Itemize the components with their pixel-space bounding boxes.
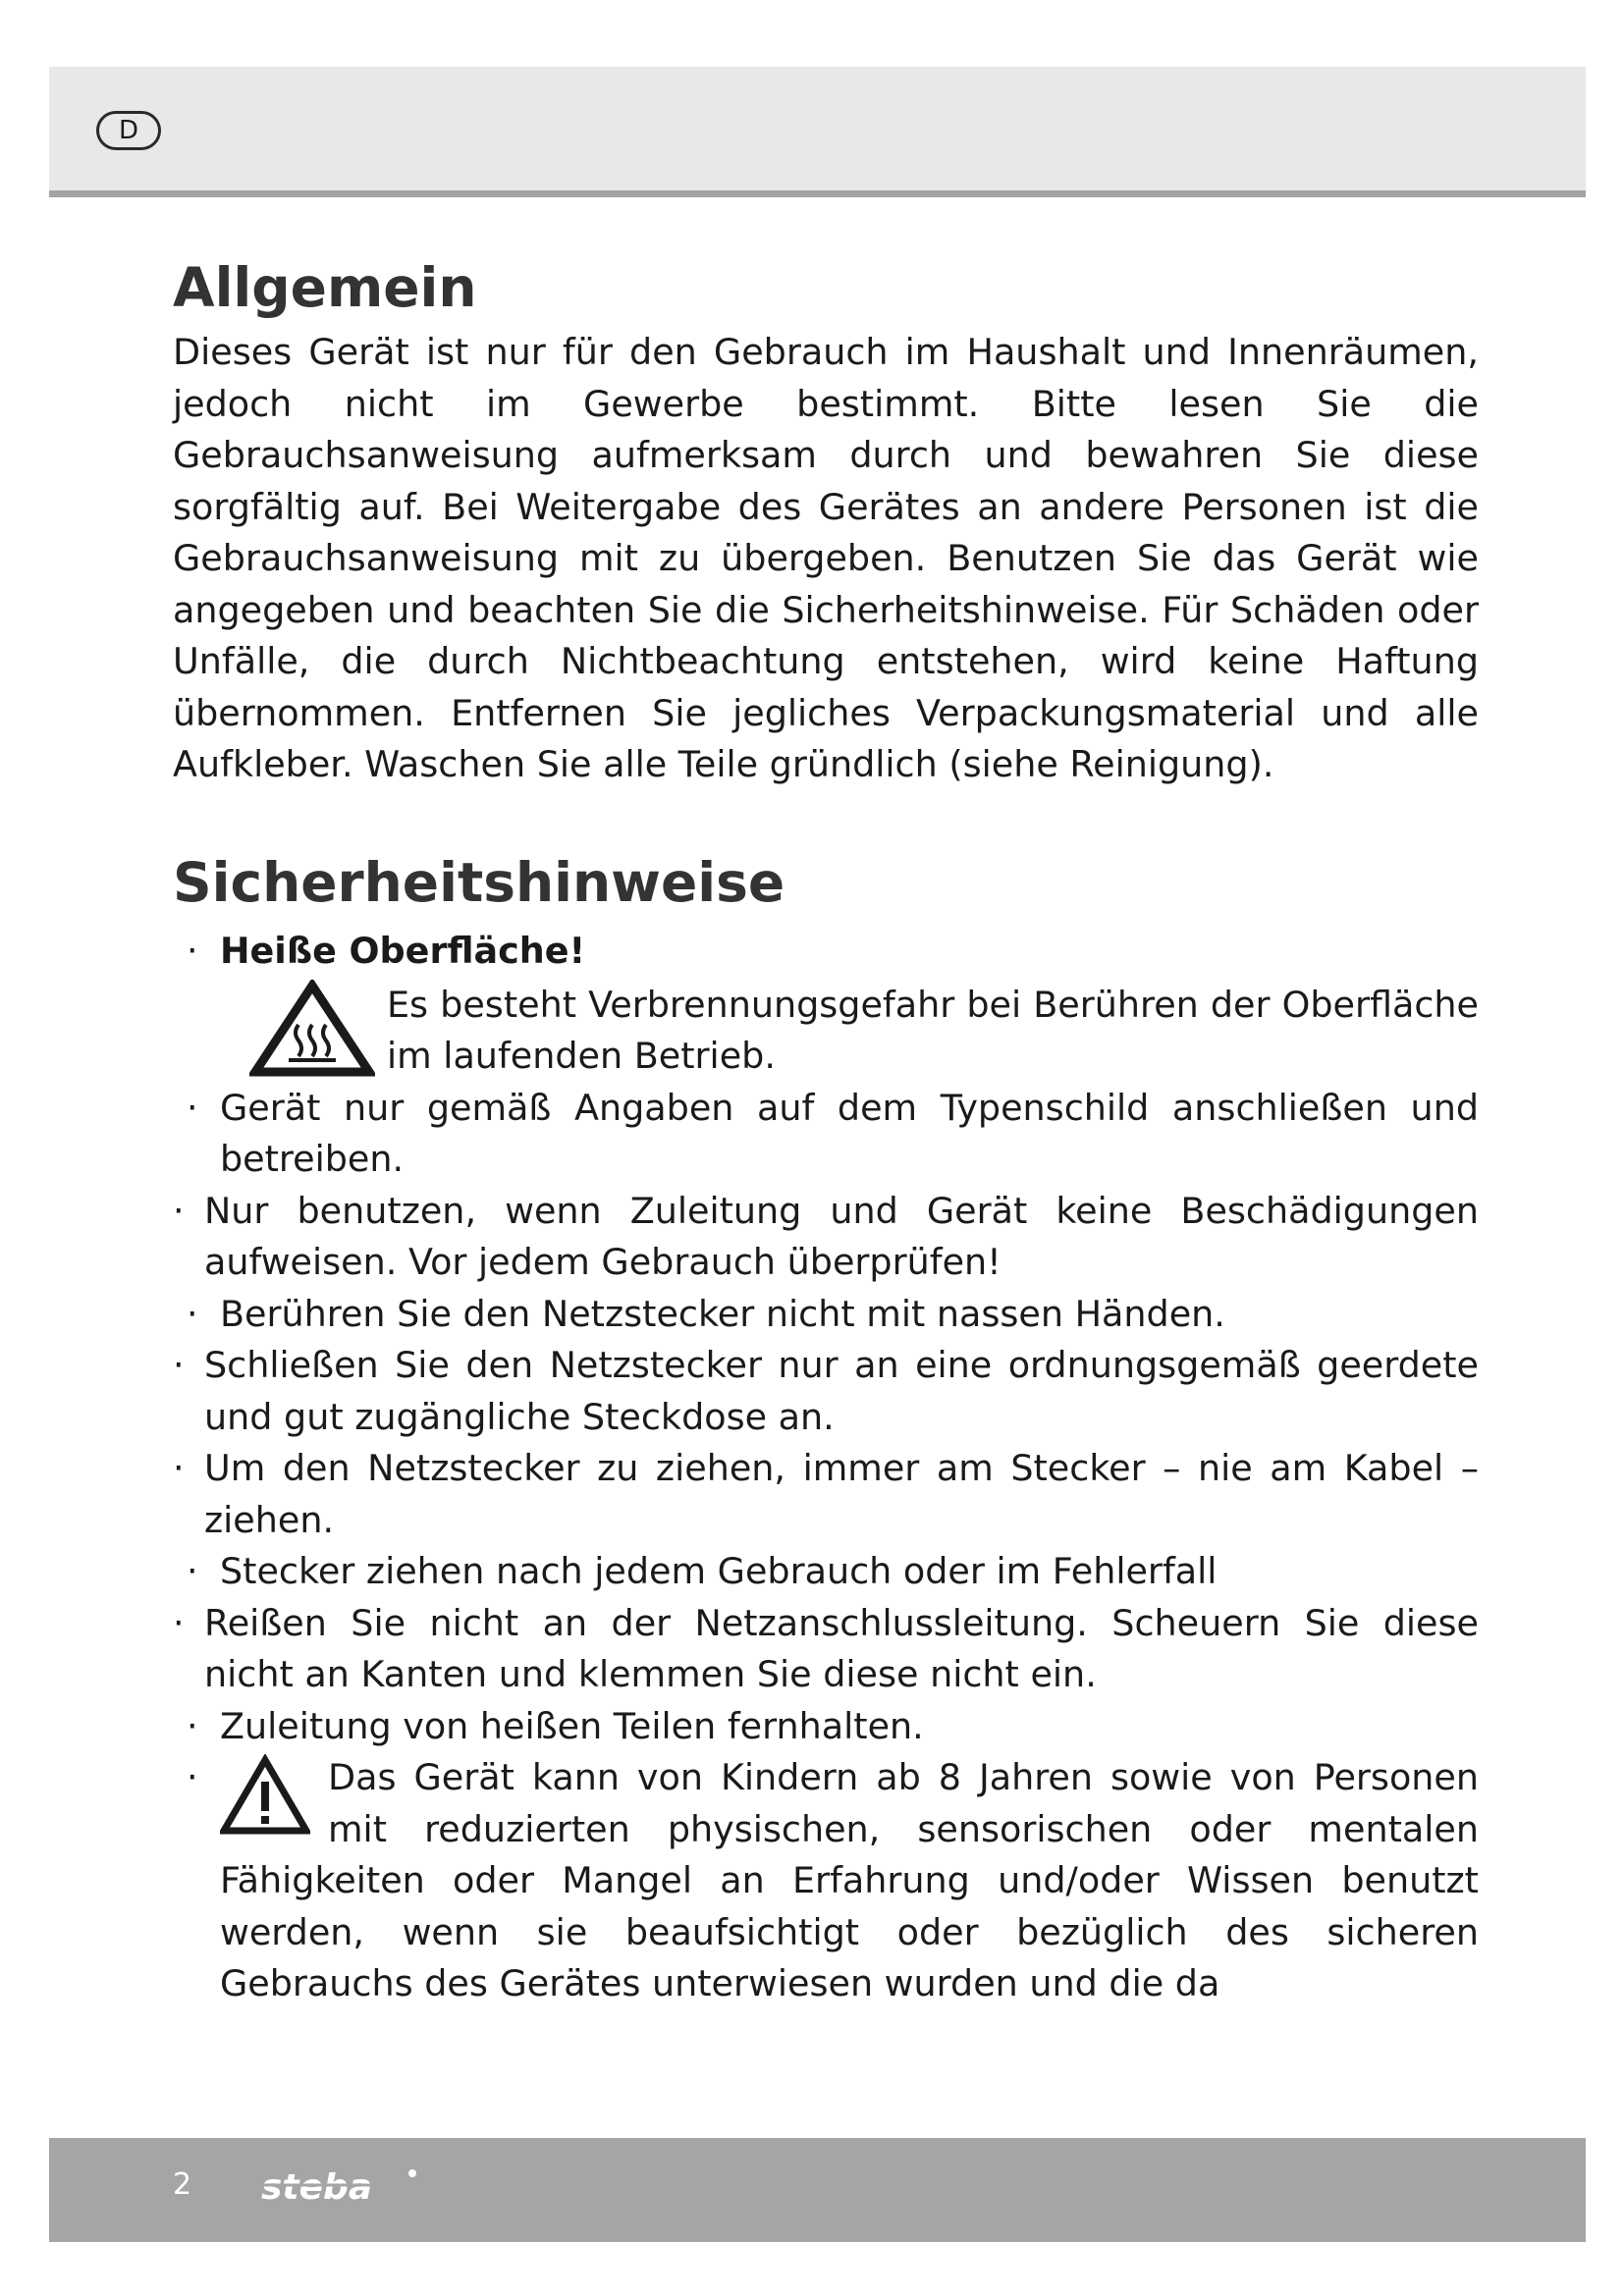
children-warning-item	[173, 1752, 1479, 2010]
list-item	[173, 1701, 1479, 1753]
section-title-safety: Sicherheitshinweise	[173, 850, 785, 914]
list-item-text: Nur benutzen, wenn Zuleitung und Gerät keine Beschädigungen aufweisen. Vor jedem Gebrauch überprüfen!	[204, 1189, 1479, 1283]
list-item-text: Schließen Sie den Netzstecker nur an eine ordnungsgemäß geerdete und gut zugängliche Steckdose an.	[204, 1344, 1479, 1438]
bullet: ·	[187, 1704, 198, 1747]
bullet: ·	[173, 1447, 185, 1489]
bullet: ·	[187, 1550, 198, 1592]
bullet: ·	[187, 1756, 198, 1798]
list-item	[173, 1546, 1479, 1598]
general-paragraph: Dieses Gerät ist nur für den Gebrauch im Haushalt und Innenräumen, jedoch nicht im Gewerbe bestimmt. Bitte lesen Sie die Gebrauchsanweisung aufmerksam durch und bewahren Sie diese sorgfältig auf. Bei Weitergabe des Gerätes an andere Personen ist die Gebrauchsanweisung mit zu übergeben. Benutzen Sie das Gerät wie angegeben und beachten Sie die Sicherheitshinweise. Für Schäden oder Unfälle, die durch Nichtbeachtung entstehen, wird keine Haftung übernommen. Entfernen Sie jegliches Verpackungsmaterial und alle Aufkleber. Waschen Sie alle Teile gründlich (siehe Reinigung).	[173, 331, 1479, 786]
list-item-text: Berühren Sie den Netzstecker nicht mit nassen Händen.	[220, 1292, 1225, 1335]
bullet: ·	[173, 1601, 185, 1644]
list-item	[173, 1186, 1479, 1289]
bullet: ·	[187, 930, 198, 972]
safety-list	[173, 926, 1479, 2010]
list-item-text: Gerät nur gemäß Angaben auf dem Typenschild anschließen und betreiben.	[220, 1086, 1479, 1180]
list-item	[173, 1083, 1479, 1186]
brand-name: steba	[261, 2167, 373, 2208]
bullet: ·	[173, 1189, 185, 1232]
steba-logo	[257, 2163, 424, 2213]
list-item	[173, 1289, 1479, 1341]
language-badge: D	[96, 111, 161, 150]
general-warning-icon	[220, 1754, 310, 1835]
children-warning-text: Das Gerät kann von Kindern ab 8 Jahren sowie von Personen mit reduzierten physischen, sensorischen oder mentalen Fähigkeiten oder Mangel an Erfahrung und/oder Wissen benutzt werden, wenn sie beaufsichtigt oder bezüglich des sicheren Gebrauchs des Gerätes unterwiesen wurden und die da	[220, 1756, 1479, 2004]
list-item-text: Stecker ziehen nach jedem Gebrauch oder im Fehlerfall	[220, 1550, 1218, 1592]
list-item	[173, 1598, 1479, 1701]
list-item	[173, 1340, 1479, 1443]
list-item	[173, 1443, 1479, 1546]
hot-surface-block	[220, 980, 1479, 1083]
hot-surface-title: Heiße Oberfläche!	[220, 930, 586, 972]
hot-surface-text: Es besteht Verbrennungsgefahr bei Berühren der Oberfläche im laufenden Betrieb.	[387, 983, 1479, 1077]
hot-surface-warning-icon	[249, 980, 375, 1078]
hot-surface-item	[173, 926, 1479, 1083]
bullet: ·	[187, 1292, 198, 1335]
list-item-text: Reißen Sie nicht an der Netzanschlussleitung. Scheuern Sie diese nicht an Kanten und klemmen Sie diese nicht ein.	[204, 1601, 1479, 1695]
section-title-general: Allgemein	[173, 256, 477, 319]
page-number: 2	[173, 2167, 192, 2202]
page-footer	[49, 2138, 1586, 2242]
list-item-text: Zuleitung von heißen Teilen fernhalten.	[220, 1704, 924, 1747]
page-header	[49, 67, 1586, 197]
bullet: ·	[187, 1086, 198, 1129]
bullet: ·	[173, 1344, 185, 1386]
page-content	[173, 257, 1479, 2010]
list-item-text: Um den Netzstecker zu ziehen, immer am Stecker – nie am Kabel – ziehen.	[204, 1447, 1479, 1541]
